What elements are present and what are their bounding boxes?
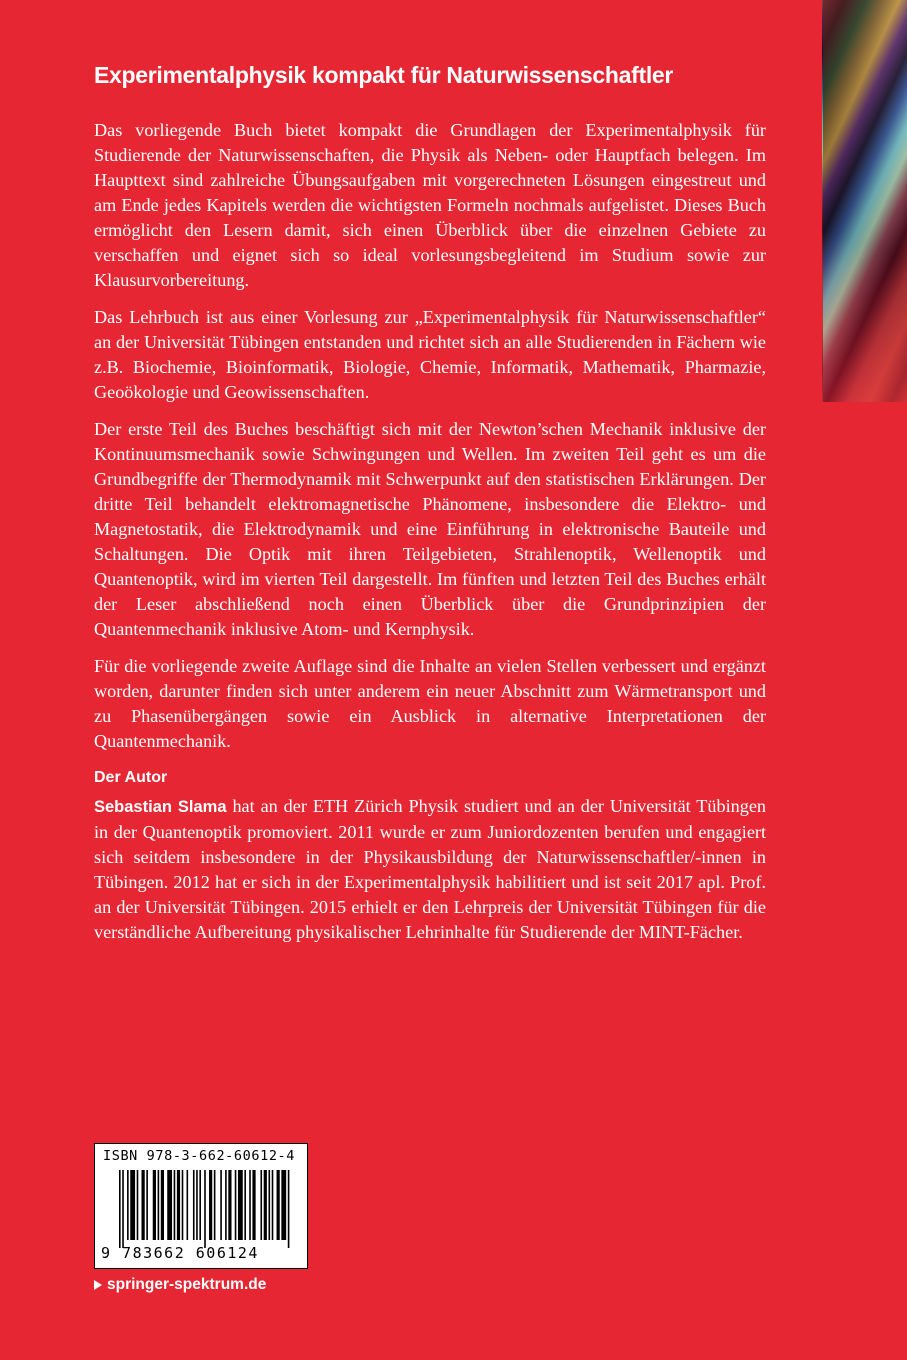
publisher-link[interactable]: [94, 1276, 266, 1294]
barcode-bar: [137, 1170, 139, 1240]
barcode-bar: [252, 1170, 255, 1240]
barcode-bar: [127, 1170, 129, 1240]
barcode-bar: [281, 1170, 286, 1240]
barcode-bar: [161, 1170, 164, 1240]
isbn-label: ISBN 978-3-662-60612-4: [103, 1148, 296, 1164]
barcode-bar: [167, 1170, 172, 1240]
barcode-bar: [158, 1170, 160, 1240]
barcode-bar: [153, 1170, 156, 1240]
barcode-bar: [260, 1170, 262, 1240]
description-paragraph-1: Das vorliegende Buch bietet kompakt die Grundlagen der Experimentalphysik für Studierende der Naturwissenschaften, die Physik als Neben- oder Hauptfach belegen. Im Haupttext sind zahlreiche Übungsaufgaben mit vorgerechneten Lösungen eingestreut und am Ende jedes Kapitels werden die wichtigsten Formeln nochmals aufgelistet. Dieses Buch ermöglicht den Lesern damit, sich einen Überblick über die einzelnen Gebiete zu verschaffen und eignet sich so ideal vorlesungsbegleitend im Studium sowie zur Klausurvorbereitung.: [94, 120, 766, 290]
barcode-bars: [119, 1170, 291, 1248]
barcode-bar: [130, 1170, 135, 1240]
cover-photo-strip: [822, 0, 907, 402]
publisher-url: springer-spektrum.de: [107, 1276, 267, 1293]
barcode-bar: [272, 1170, 274, 1240]
barcode-bar: [142, 1170, 145, 1240]
arrow-right-icon: [94, 1280, 102, 1290]
barcode-bar: [199, 1170, 201, 1240]
barcode-bar: [214, 1170, 216, 1240]
author-heading: Der Autor: [94, 769, 168, 786]
description-paragraph-4: Für die vorliegende zweite Auflage sind die Inhalte an vielen Stellen verbessert und ergänzt worden, darunter finden sich unter anderem ein neuer Abschnitt zum Wärmetransport und zu Phasenübergängen sowie ein Ausblick in alternative Interpretationen der Quantenmechanik.: [94, 656, 766, 751]
barcode-bar: [122, 1170, 124, 1248]
barcode-bar: [174, 1170, 176, 1240]
barcode-bar: [177, 1170, 180, 1240]
barcode-bar: [268, 1170, 270, 1240]
barcode-bar: [146, 1170, 148, 1240]
isbn-barcode: [94, 1143, 308, 1269]
barcode-bar: [182, 1170, 184, 1240]
barcode-bar: [238, 1170, 243, 1240]
author-bio-text: hat an der ETH Zürich Physik studiert und an der Universität Tübingen in der Quantenoptik promoviert. 2011 wurde er zum Juniordozenten berufen und engagiert sich seitdem insbesondere in der Physikausbildung der Naturwissenschaftler/-innen in Tübingen. 2012 hat er sich in der Experimentalphysik habilitiert und ist seit 2017 apl. Prof. an der Universität Tübingen. 2015 erhielt er den Lehrpreis der Universität Tübingen für die verständliche Aufbereitung physikalischer Lehrinhalte für Studierende der MINT-Fächer.: [94, 796, 766, 942]
back-cover-text: [94, 60, 766, 957]
barcode-bar: [187, 1170, 189, 1240]
barcode-bar: [244, 1170, 246, 1240]
barcode-bar: [228, 1170, 231, 1240]
barcode-bar: [288, 1170, 290, 1248]
barcode-bar: [264, 1170, 267, 1240]
barcode-bar: [235, 1170, 237, 1240]
barcode-bar: [249, 1170, 251, 1240]
barcode-bar: [225, 1170, 227, 1240]
barcode-bar: [193, 1170, 195, 1240]
description-paragraph-2: Das Lehrbuch ist aus einer Vorlesung zur „Experimentalphysik für Naturwissenschaftler“ an der Universität Tübingen entstanden und richtet sich an alle Studierenden in Fächern wie z.B. Biochemie, Bioinformatik, Biologie, Chemie, Informatik, Mathematik, Pharmazie, Geoökologie und Geowissenschaften.: [94, 307, 766, 402]
author-bio: [94, 794, 766, 945]
book-title: Experimentalphysik kompakt für Naturwissenschaftler: [94, 62, 674, 88]
barcode-bar: [209, 1170, 212, 1240]
barcode-bar: [204, 1170, 206, 1248]
author-name: Sebastian Slama: [94, 798, 227, 816]
barcode-bar: [196, 1170, 198, 1240]
barcode-bar: [220, 1170, 222, 1240]
ean-digits: 9 783662 606124: [101, 1244, 259, 1262]
barcode-bar: [119, 1170, 121, 1248]
description-paragraph-3: Der erste Teil des Buches beschäftigt sich mit der Newton’schen Mechanik inklusive der Kontinuumsmechanik sowie Schwingungen und Wellen. Im zweiten Teil geht es um die Grundbegriffe der Thermodynamik mit Schwerpunkt auf den statistischen Erklärungen. Der dritte Teil behandelt elektromagnetische Phänomene, insbesondere die Elektro- und Magnetostatik, die Elektrodynamik und eine Einführung in elektronische Bauteile und Schaltungen. Die Optik mit ihren Teilgebieten, Strahlenoptik, Wellenoptik und Quantenoptik, wird im vierten Teil dargestellt. Im fünften und letzten Teil des Buches erhält der Leser abschließend noch einen Überblick über die Grundprinzipien der Quantenmechanik inklusive Atom- und Kernphysik.: [94, 419, 766, 639]
barcode-bar: [277, 1170, 280, 1240]
